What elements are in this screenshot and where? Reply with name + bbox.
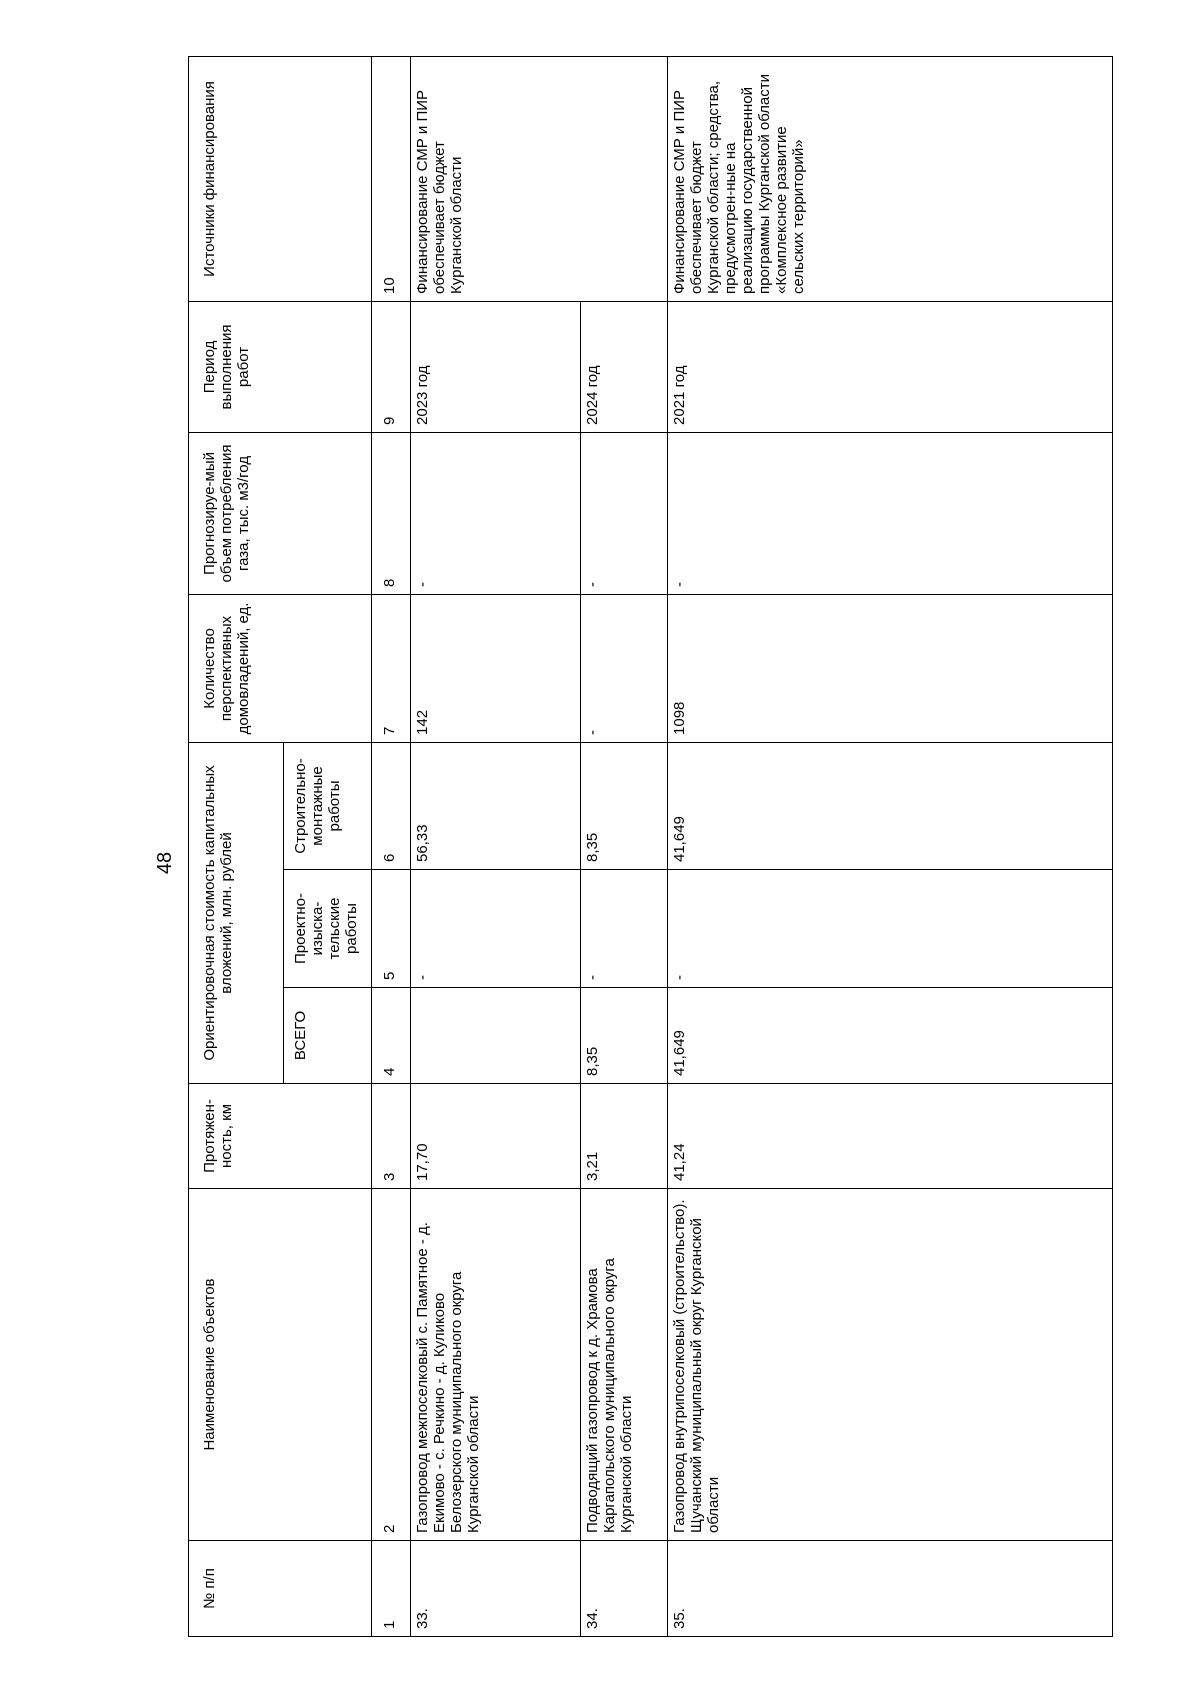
header-households: Количество перспективных домовладений, ед. — [189, 594, 372, 742]
header-no: № п/п — [189, 1541, 372, 1637]
smr-cost-value: 56,33 — [411, 742, 581, 869]
header-funding: Источники финансирования — [189, 56, 372, 301]
total-cost-value — [411, 988, 581, 1084]
total-cost-value: 41,649 — [668, 988, 1113, 1084]
object-name: Газопровод внутрипоселковый (строительство). Щучанский муниципальный округ Курганской области — [668, 1189, 1113, 1541]
total-cost-value: 8,35 — [580, 988, 668, 1084]
rotated-table-wrapper — [188, 57, 1113, 1637]
header-gas-volume: Прогнозируе-мый объем потребления газа, тыс. м3/год — [189, 432, 372, 594]
length-value: 41,24 — [668, 1084, 1113, 1189]
page-number: 48 — [154, 851, 176, 875]
header-smr: Строительно-монтажные работы — [284, 742, 372, 869]
header-name: Наименование объектов — [189, 1189, 372, 1541]
gas-volume-value: - — [411, 432, 581, 594]
households-value: 1098 — [668, 594, 1113, 742]
column-number-row — [371, 56, 410, 1636]
column-number: 10 — [371, 56, 410, 301]
column-number: 8 — [371, 432, 410, 594]
object-name: Подводящий газопровод к д. Храмова Каргапольского муниципального округа Курганской области — [580, 1189, 668, 1541]
column-number: 1 — [371, 1541, 410, 1637]
funding-source: Финансирование СМР и ПИР обеспечивает бюджет Курганской области — [411, 56, 668, 301]
header-pir: Проектно-изыска-тельские работы — [284, 870, 372, 988]
length-value: 17,70 — [411, 1084, 581, 1189]
column-number: 3 — [371, 1084, 410, 1189]
period-value: 2021 год — [668, 301, 1113, 432]
households-value: - — [580, 594, 668, 742]
header-length: Протяжен-ность, км — [189, 1084, 372, 1189]
header-total: ВСЕГО — [284, 988, 372, 1084]
header-cost-group: Ориентировочная стоимость капитальных вложений, млн. рублей — [189, 742, 284, 1083]
pir-cost-value: - — [580, 870, 668, 988]
column-number: 9 — [371, 301, 410, 432]
gas-volume-value: - — [668, 432, 1113, 594]
column-number: 7 — [371, 594, 410, 742]
table-row — [411, 56, 581, 1636]
gas-volume-value: - — [580, 432, 668, 594]
column-number: 2 — [371, 1189, 410, 1541]
column-number: 4 — [371, 988, 410, 1084]
gas-pipeline-table — [188, 56, 1113, 1637]
period-value: 2023 год — [411, 301, 581, 432]
row-number: 35. — [668, 1541, 1113, 1637]
header-row-1 — [189, 56, 284, 1636]
smr-cost-value: 8,35 — [580, 742, 668, 869]
smr-cost-value: 41,649 — [668, 742, 1113, 869]
pir-cost-value: - — [668, 870, 1113, 988]
households-value: 142 — [411, 594, 581, 742]
row-number: 33. — [411, 1541, 581, 1637]
column-number: 6 — [371, 742, 410, 869]
row-number: 34. — [580, 1541, 668, 1637]
funding-source: Финансирование СМР и ПИР обеспечивает бюджет Курганской области; средства, предусмотрен-ные на реализацию государственной программы Курганской области «Комплексное развитие сельских территорий» — [668, 56, 1113, 301]
column-number: 5 — [371, 870, 410, 988]
object-name: Газопровод межпоселковый с. Памятное - д. Екимово - с. Речкино - д. Куликово Белозерского муниципального округа Курганской области — [411, 1189, 581, 1541]
table-row — [668, 56, 1113, 1636]
pir-cost-value: - — [411, 870, 581, 988]
length-value: 3,21 — [580, 1084, 668, 1189]
header-period: Период выполнения работ — [189, 301, 372, 432]
period-value: 2024 год — [580, 301, 668, 432]
